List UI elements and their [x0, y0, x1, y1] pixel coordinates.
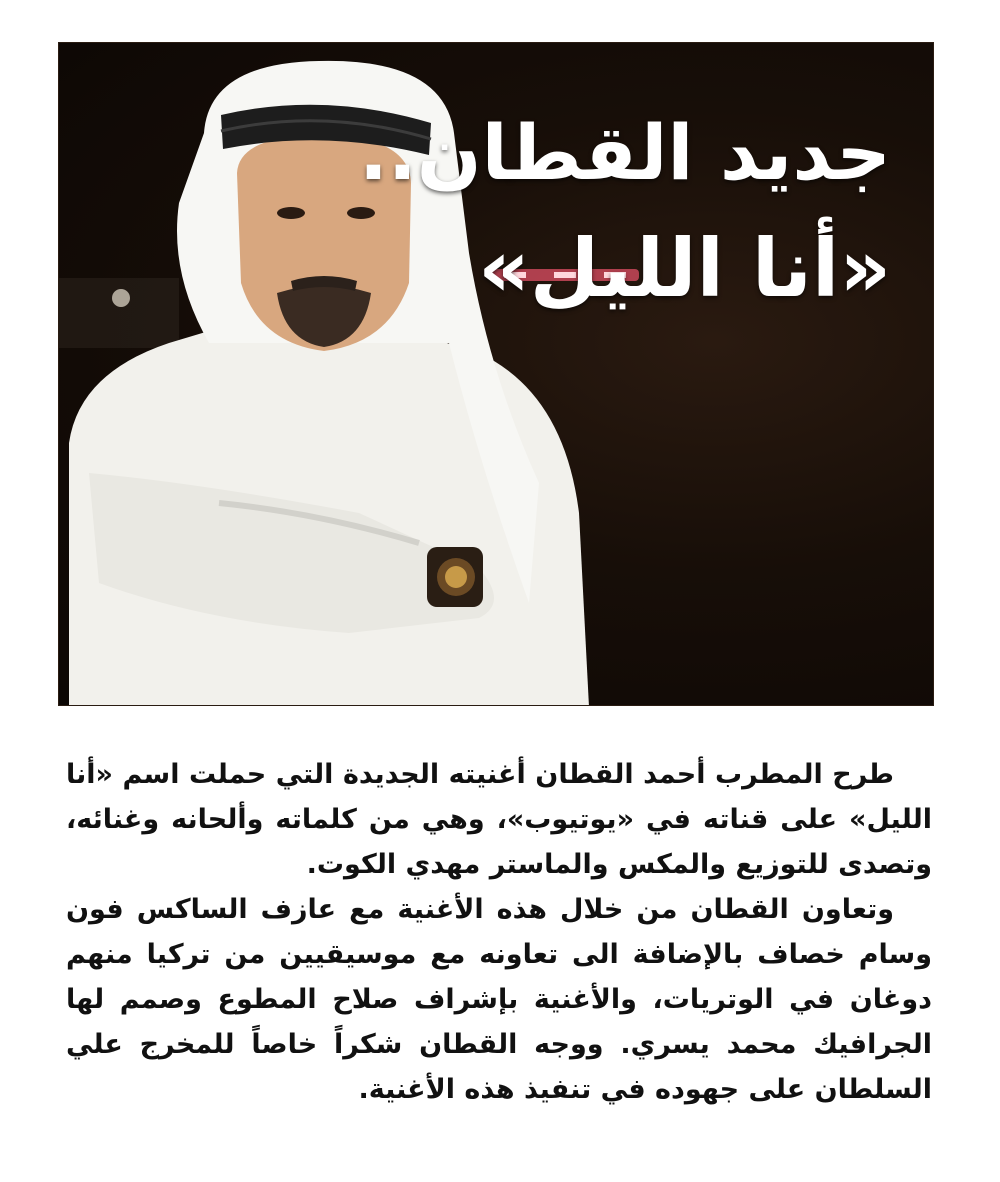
watch-dial — [445, 566, 467, 588]
background-lamp — [112, 289, 130, 307]
headline-title: جديد القطان.. — [358, 108, 891, 197]
article-paragraph: وتعاون القطان من خلال هذه الأغنية مع عازف الساكس فون وسام خصاف بالإضافة الى تعاونه مع موسيقيين من تركيا منهم دوغان في الوتريات، والأغنية بإشراف صلاح المطوع وصمم لها الجرافيك محمد يسري. ووجه القطان شكراً خاصاً للمخرج علي السلطان على جهوده في تنفيذ هذه الأغنية. — [66, 894, 932, 1105]
background-structure — [59, 278, 179, 348]
article-photo — [58, 42, 934, 706]
right-eye — [347, 207, 375, 219]
left-eye — [277, 207, 305, 219]
article-body — [66, 752, 932, 1112]
headline-song-title: «أنا الليل» — [478, 222, 891, 315]
article-paragraph: طرح المطرب أحمد القطان أغنيته الجديدة التي حملت اسم «أنا الليل» على قناته في «يوتيوب»، وهي من كلماته وألحانه وغنائه، وتصدى للتوزيع والمكس والماستر مهدي الكوت. — [66, 759, 932, 880]
